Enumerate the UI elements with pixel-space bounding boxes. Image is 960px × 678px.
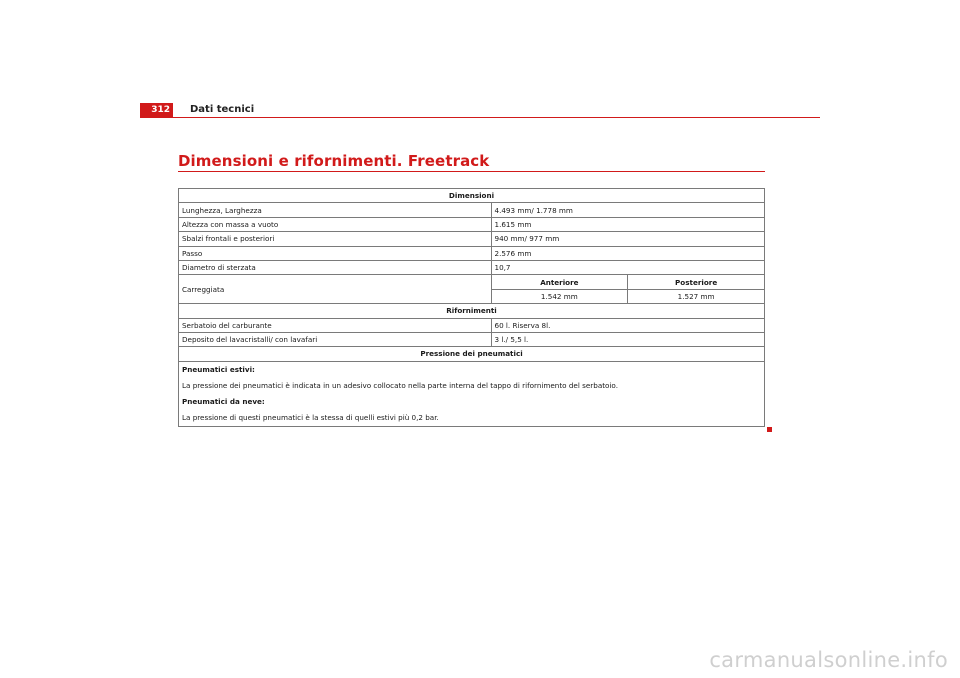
track-front-heading: Anteriore	[491, 275, 628, 289]
row-value: 4.493 mm/ 1.778 mm	[491, 203, 765, 217]
technical-data-table	[178, 188, 765, 427]
table-row	[179, 304, 765, 318]
section-divider	[178, 171, 765, 172]
row-label: Deposito del lavacristalli/ con lavafari	[179, 332, 492, 346]
track-rear-heading: Posteriore	[628, 275, 765, 289]
dimensions-heading: Dimensioni	[179, 189, 765, 203]
table-row	[179, 260, 765, 274]
track-rear-value: 1.527 mm	[628, 289, 765, 303]
row-value: 1.615 mm	[491, 217, 765, 231]
table-row	[179, 189, 765, 203]
track-label: Carreggiata	[179, 275, 492, 304]
winter-tyres-heading: Pneumatici da neve:	[182, 396, 265, 406]
summer-tyres-text: La pressione dei pneumatici è indicata in un adesivo collocato nella parte interna del tappo di rifornimento del serbatoio.	[182, 380, 618, 390]
track-front-value: 1.542 mm	[491, 289, 628, 303]
table-row	[179, 246, 765, 260]
table-row	[179, 217, 765, 231]
page-number: 312	[140, 103, 173, 118]
row-label: Lunghezza, Larghezza	[179, 203, 492, 217]
row-value: 3 l./ 5,5 l.	[491, 332, 765, 346]
row-label: Sbalzi frontali e posteriori	[179, 232, 492, 246]
row-value: 940 mm/ 977 mm	[491, 232, 765, 246]
watermark: carmanualsonline.info	[709, 648, 948, 672]
row-label: Diametro di sterzata	[179, 260, 492, 274]
summer-tyres-heading: Pneumatici estivi:	[182, 364, 255, 374]
table-row	[179, 318, 765, 332]
row-label: Passo	[179, 246, 492, 260]
tyre-pressure-heading: Pressione dei pneumatici	[179, 347, 765, 361]
row-value: 60 l. Riserva 8l.	[491, 318, 765, 332]
section-title: Dimensioni e rifornimenti. Freetrack	[178, 152, 490, 170]
row-label: Serbatoio del carburante	[179, 318, 492, 332]
table-row	[179, 203, 765, 217]
row-value: 2.576 mm	[491, 246, 765, 260]
table-row	[179, 275, 765, 289]
header-title: Dati tecnici	[190, 104, 255, 115]
row-label: Altezza con massa a vuoto	[179, 217, 492, 231]
section-end-marker	[767, 427, 772, 432]
winter-tyres-text: La pressione di questi pneumatici è la stessa di quelli estivi più 0,2 bar.	[182, 412, 439, 422]
tyre-pressure-notes	[179, 361, 765, 426]
refuelling-heading: Rifornimenti	[179, 304, 765, 318]
table-row	[179, 361, 765, 426]
row-value: 10,7	[491, 260, 765, 274]
header-divider	[140, 117, 820, 118]
table-row	[179, 347, 765, 361]
table-row	[179, 332, 765, 346]
table-row	[179, 232, 765, 246]
